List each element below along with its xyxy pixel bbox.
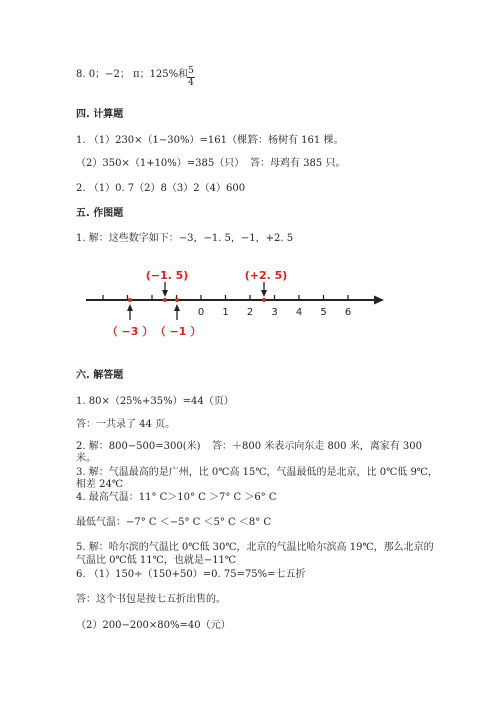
solve-6c: （2）200−200×80%=40（元） xyxy=(76,620,231,631)
solve-1: 1. 80×（25%+35%）=44（页） xyxy=(76,396,234,407)
arrow-minus-1-5-head xyxy=(162,290,168,297)
calc-line-1b: 答：杨树有 161 棵。 xyxy=(248,135,344,146)
section-6-title: 六. 解答题 xyxy=(76,370,124,381)
tick-label: 4 xyxy=(295,307,303,318)
solve-6-answer: 答：这个书包是按七五折出售的。 xyxy=(76,594,226,605)
point-minus-1 xyxy=(175,298,179,302)
fraction-numerator: 5 xyxy=(188,66,194,76)
label-plus-2-5: (+2. 5) xyxy=(244,269,288,282)
calc-line-2b: 答：母鸡有 385 只。 xyxy=(250,158,346,169)
tick-label: 5 xyxy=(320,307,327,318)
label-minus-1-5: (−1. 5) xyxy=(145,269,189,282)
arrow-minus-1-head xyxy=(174,304,180,311)
section-4-title: 四. 计算题 xyxy=(76,109,124,120)
label-minus-1: （ −1 ） xyxy=(154,325,202,338)
point-minus-3 xyxy=(128,298,132,302)
fraction-denominator: 4 xyxy=(188,78,194,88)
solve-3a: 3. 解：气温最高的是广州，比 0℃高 15℃，气温最低的是北京，比 0℃低 9℃， xyxy=(76,467,438,478)
solve-4b: 最低气温：−7° C ＜−5° C ＜5° C ＜8° C xyxy=(76,517,272,528)
tick-labels xyxy=(198,307,351,318)
solve-1-answer: 答：一共录了 44 页。 xyxy=(76,419,176,430)
solve-2c: 米。 xyxy=(76,453,96,464)
arrow-minus-3-head xyxy=(127,304,133,311)
section-5-title: 五. 作图题 xyxy=(76,208,124,219)
calc-line-1a: 1. （1）230×（1−30%）=161（棵） xyxy=(76,135,257,146)
tick-label: 1 xyxy=(222,307,229,318)
label-minus-3: （ −3 ） xyxy=(106,325,154,338)
solve-5a: 5. 解：哈尔滨的气温比 0℃低 30℃，北京的气温比哈尔滨高 19℃，那么北京的 xyxy=(76,542,434,553)
tick-label: 3 xyxy=(271,307,278,318)
tick-label: 0 xyxy=(197,307,205,318)
point-plus-2-5 xyxy=(262,298,266,302)
solve-4a: 4. 最高气温：11° C＞10° C ＞7° C ＞6° C xyxy=(76,492,277,503)
arrow-plus-2-5-head xyxy=(261,290,267,297)
solve-2a: 2. 解：800−500=300(米) xyxy=(76,441,201,452)
point-minus-1-5 xyxy=(163,298,167,302)
solve-5b: 气温比 0℃低 11℃，也就是−11℃ xyxy=(76,555,237,566)
tick-label: 2 xyxy=(246,307,254,318)
draw-intro: 1. 解：这些数字如下：−3，−1. 5，−1，+2. 5 xyxy=(76,233,294,244)
calc-line-2a: （2）350×（1+10%）=385（只） xyxy=(76,158,245,169)
tick-label: 6 xyxy=(344,307,352,318)
solve-3b: 相差 24℃ xyxy=(76,479,124,490)
solve-2b: 答：＋800 米表示向东走 800 米，离家有 300 xyxy=(212,441,422,452)
calc-line-3: 2. （1）0. 7（2）8（3）2（4）600 xyxy=(76,183,246,194)
question-8-line: 8. 0；−2； π；125%和 xyxy=(76,69,189,80)
solve-6a: 6. （1）150÷（150+50）=0. 75=75%=七五折 xyxy=(76,569,306,580)
number-line-arrowhead xyxy=(374,296,384,305)
